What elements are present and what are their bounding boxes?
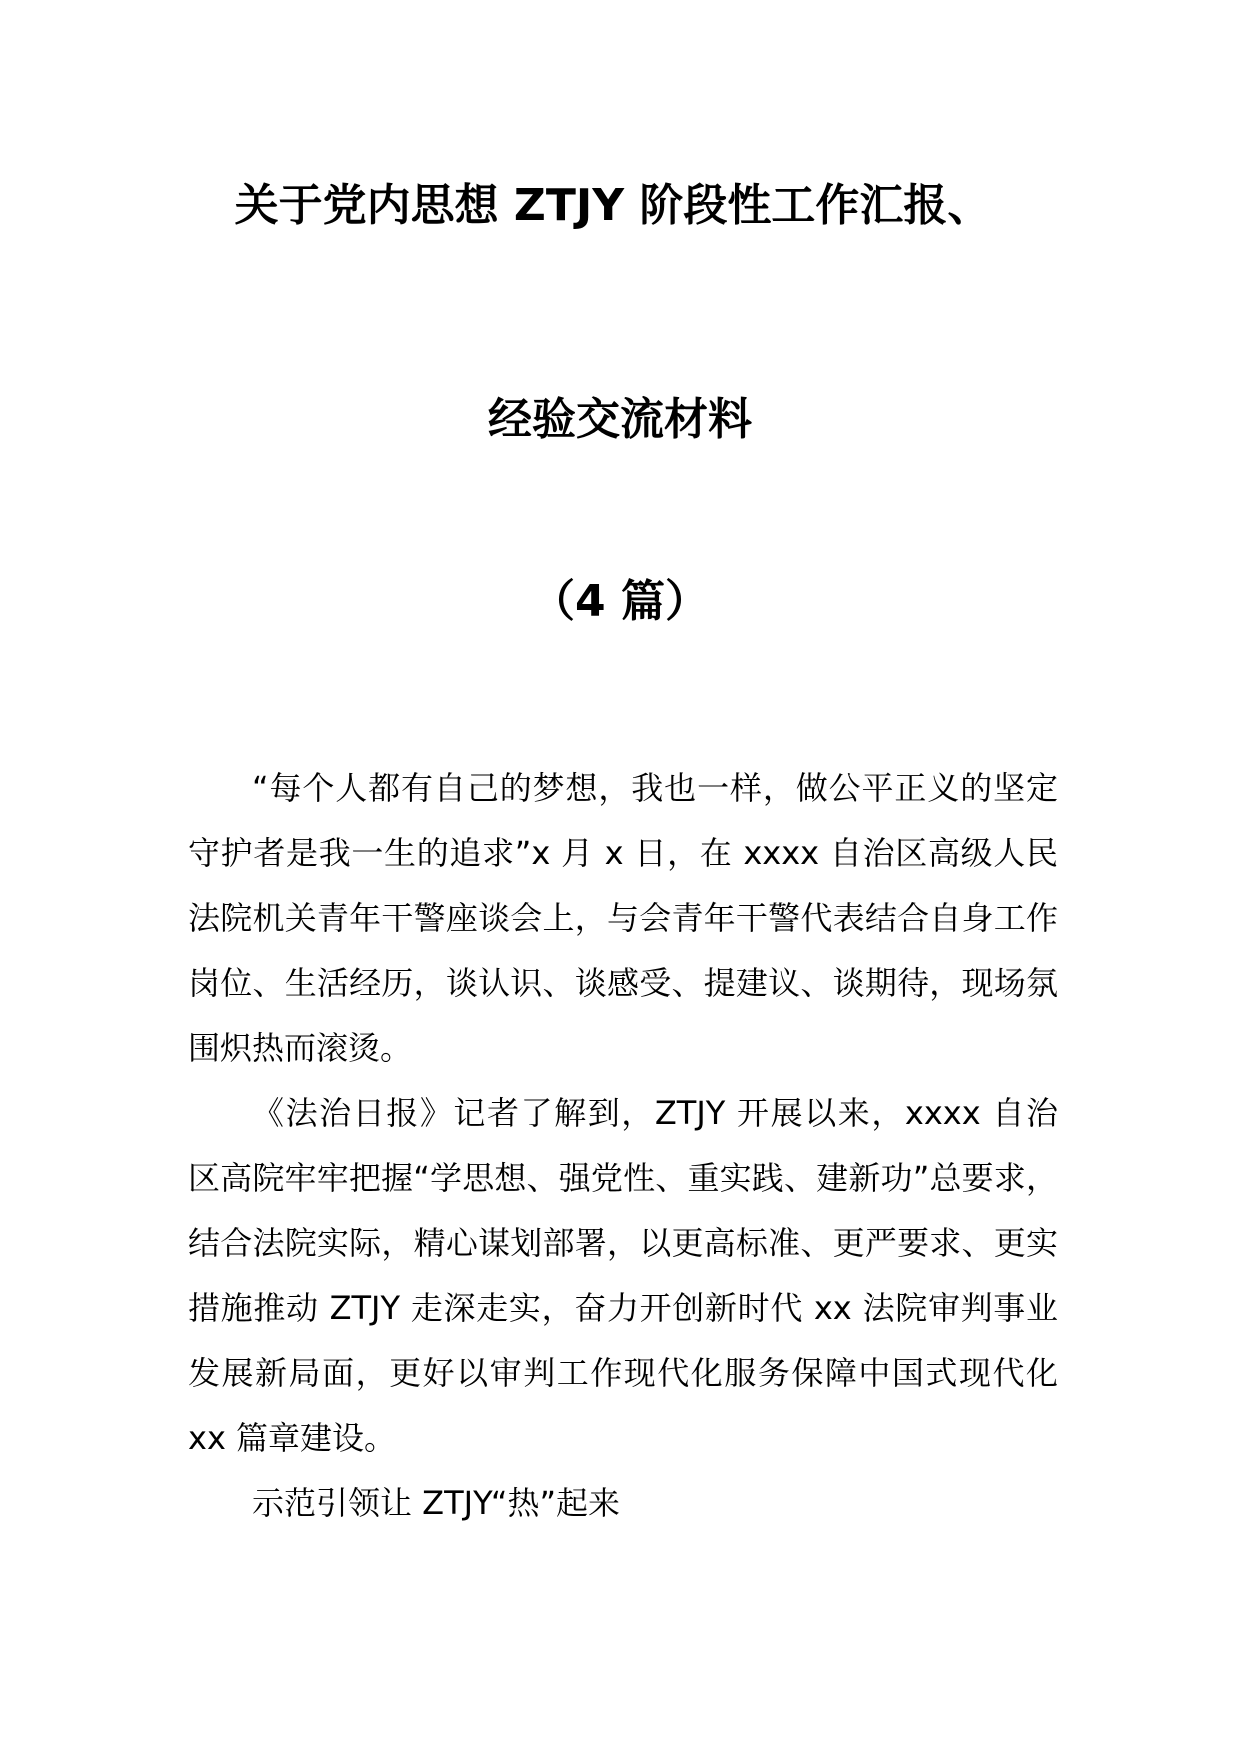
body-paragraph: 《法治日报》记者了解到，ZTJY 开展以来，xxxx 自治区高院牢牢把握“学思想、强党性、重实践、建新功”总要求，结合法院实际，精心谋划部署，以更高标准、更严要求、更实措施推动 ZTJY 走深走实，奋力开创新时代 xx 法院审判事业发展新局面，更好以审判工作现代化服务保障中国式现代化 xx 篇章建设。 [188, 1094, 1058, 1457]
document-subtitle: （4 篇） [531, 576, 709, 627]
document-title-line-2: 经验交流材料 [488, 394, 752, 445]
section-heading: 示范引领让 ZTJY“热”起来 [252, 1484, 621, 1522]
document-body [188, 756, 1058, 1536]
body-paragraph: “每个人都有自己的梦想，我也一样，做公平正义的坚定守护者是我一生的追求”x 月 x 日，在 xxxx 自治区高级人民法院机关青年干警座谈会上，与会青年干警代表结合自身工作岗位、生活经历，谈认识、谈感受、提建议、谈期待，现场氛围炽热而滚烫。 [188, 769, 1058, 1067]
document-title-line-1: 关于党内思想 ZTJY 阶段性工作汇报、 [234, 180, 992, 231]
